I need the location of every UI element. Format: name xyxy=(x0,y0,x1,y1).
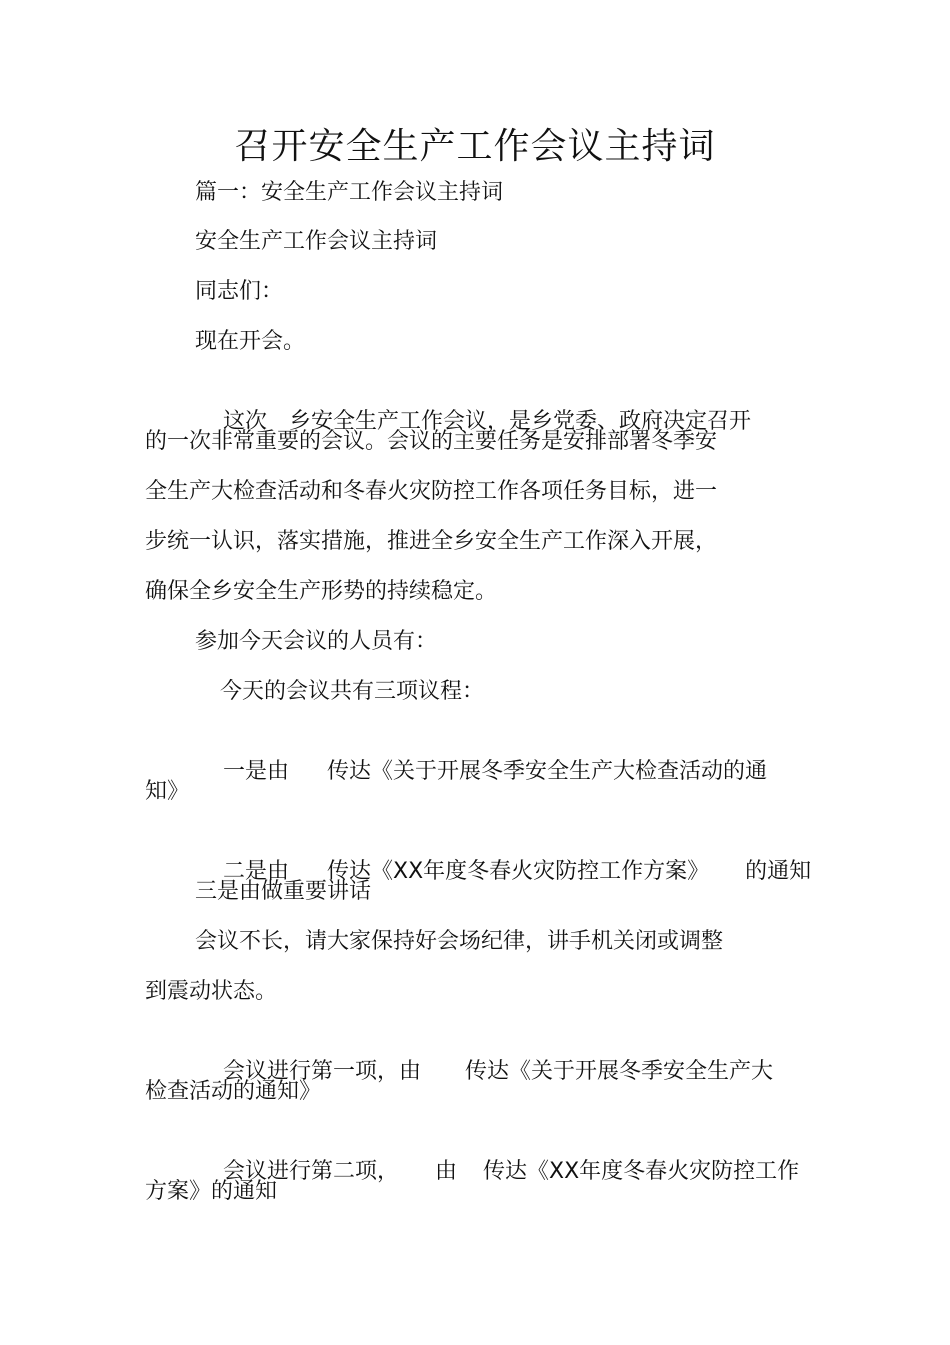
text-fragment: 传达《XX年度冬春火灾防控工作 xyxy=(483,1159,800,1184)
line-opening: 现在开会。 xyxy=(195,329,306,354)
text-fragment: 这次 xyxy=(222,409,267,434)
paragraph-discipline-line: 到震动状态。 xyxy=(145,979,278,1004)
text-fragment: 由 xyxy=(435,1159,458,1184)
text-fragment: 传达《关于开展冬季安全生产大检查活动的通 xyxy=(327,759,768,784)
paragraph-intro-line: 全生产大检查活动和冬春火灾防控工作各项任务目标，进一 xyxy=(145,479,718,504)
text-fragment: 乡安全生产工作会议，是乡党委、政府决定召开 xyxy=(289,409,752,434)
paragraph-intro-line: 步统一认识，落实措施，推进全乡安全生产工作深入开展， xyxy=(145,529,718,554)
paragraph-intro-line: 的一次非常重要的会议。会议的主要任务是安排部署冬季安 xyxy=(145,429,718,454)
paragraph-intro-line: 确保全乡安全生产形势的持续稳定。 xyxy=(145,579,498,604)
line-subtitle: 安全生产工作会议主持词 xyxy=(195,229,438,254)
line-section-heading: 篇一：安全生产工作会议主持词 xyxy=(195,180,504,205)
text-fragment: 传达《XX年度冬春火灾防控工作方案》 xyxy=(327,859,710,884)
text-fragment: 二是由 xyxy=(222,859,289,884)
paragraph-item-one-line: 检查活动的通知》 xyxy=(145,1079,322,1104)
line-agenda-intro: 今天的会议共有三项议程： xyxy=(220,679,485,704)
agenda-item-three: 三是由做重要讲话 xyxy=(195,879,372,904)
text-fragment: 传达《关于开展冬季安全生产大 xyxy=(465,1059,774,1084)
text-fragment: 一是由 xyxy=(222,759,289,784)
paragraph-discipline-line: 会议不长，请大家保持好会场纪律，讲手机关闭或调整 xyxy=(195,929,724,954)
paragraph-item-two-line: 方案》的通知 xyxy=(145,1179,278,1204)
agenda-item-one xyxy=(195,727,767,817)
line-attendees: 参加今天会议的人员有： xyxy=(195,629,438,654)
line-greeting: 同志们： xyxy=(195,279,284,304)
agenda-item-one-cont: 知》 xyxy=(145,779,190,804)
paragraph-item-two-line xyxy=(195,1127,799,1217)
text-fragment: 的通知 xyxy=(745,859,812,884)
text-fragment: 会议进行第一项，由 xyxy=(222,1059,421,1084)
text-fragment: 会议进行第二项， xyxy=(222,1159,399,1184)
document-title: 召开安全生产工作会议主持词 xyxy=(234,126,716,167)
